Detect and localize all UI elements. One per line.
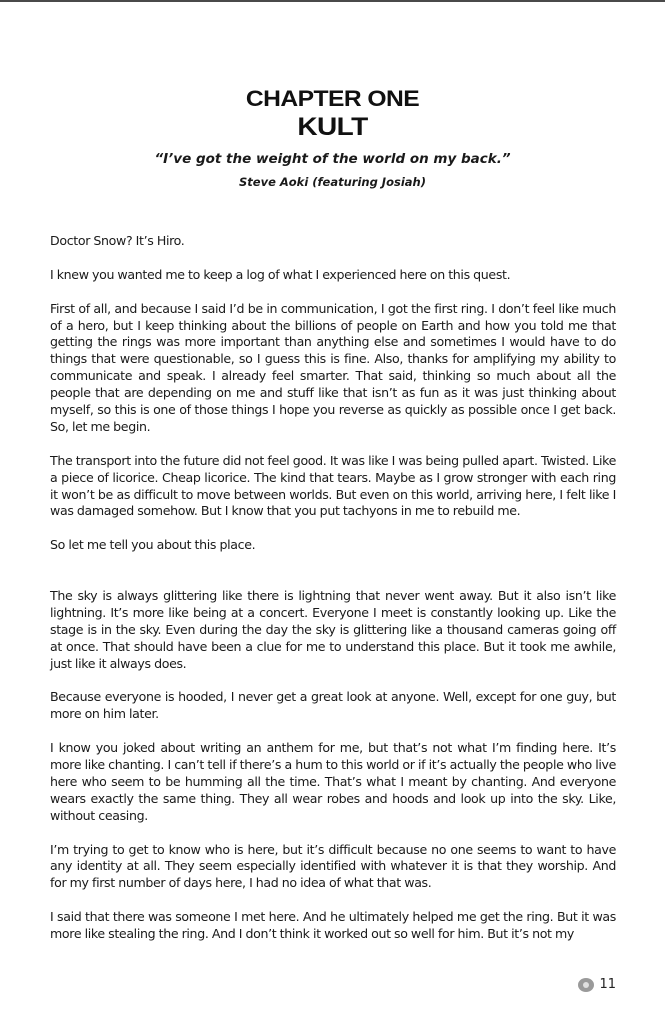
paragraph: I knew you wanted me to keep a log of what I experienced here on this quest. xyxy=(50,266,511,282)
top-border xyxy=(0,0,665,2)
paragraph: The transport into the future did not feel good. It was like I was being pulled apart. Twisted. Like a piece of licorice. Cheap licorice. The kind that tears. Maybe as I grow stronger with each ring it won’t be as difficult to move between worlds. But even on this world, arriving here, I felt like I was damaged somehow. But I know that you put tachyons in me to rebuild me. xyxy=(50,452,616,519)
chapter-title: KULT xyxy=(297,113,368,141)
paragraph: I’m trying to get to know who is here, but it’s difficult because no one seems to want to have any identity at all. They seem especially identified with whatever it is that they worship. And for my first number of days here, I had no idea of what that was. xyxy=(50,841,616,891)
paragraph: Because everyone is hooded, I never get a great look at anyone. Well, except for one guy, but more on him later. xyxy=(50,689,616,722)
page-footer xyxy=(578,977,616,992)
chapter-body xyxy=(50,233,616,960)
paragraph: Doctor Snow? It’s Hiro. xyxy=(50,233,185,248)
publisher-logo-icon xyxy=(578,978,594,992)
epigraph-attribution: Steve Aoki (featuring Josiah) xyxy=(239,175,426,189)
paragraph: First of all, and because I said I’d be in communication, I got the first ring. I don’t feel like much of a hero, but I keep thinking about the billions of people on Earth and how you told me that getting the rings was more important than anything else and sometimes I would have to do things that were questionable, so I guess this is fine. Also, thanks for amplifying my ability to communicate and speak. I already feel smarter. That said, thinking so much about all the people that are depending on me and stuff like that isn’t as fun as it was just thinking about myself, so this is one of those things I hope you reverse as quickly as possible once I get back. So, let me begin. xyxy=(50,300,616,434)
paragraph: I know you joked about writing an anthem for me, but that’s not what I’m finding here. It’s more like chanting. I can’t tell if there’s a hum to this world or if it’s actually the people who live here who seem to be humming all the time. That’s what I meant by chanting. And everyone wears exactly the same thing. They all wear robes and hoods and look up into the sky. Like, without ceasing. xyxy=(50,740,616,823)
page-number: 11 xyxy=(599,977,616,992)
epigraph-quote: “I’ve got the weight of the world on my back.” xyxy=(154,151,511,167)
chapter-label: CHAPTER ONE xyxy=(245,86,420,111)
paragraph: The sky is always glittering like there is lightning that never went away. But it also isn’t like lightning. It’s more like being at a concert. Everyone I meet is constantly looking up. Like the stage is in the sky. Even during the day the sky is glittering like a thousand cameras going off at once. That should have been a clue for me to understand this place. But it took me awhile, just like it always does. xyxy=(50,587,616,671)
paragraph: I said that there was someone I met here. And he ultimately helped me get the ring. But it was more like stealing the ring. And I don’t think it worked out so well for him. But it’s not my xyxy=(50,909,616,942)
paragraph: So let me tell you about this place. xyxy=(50,537,256,553)
